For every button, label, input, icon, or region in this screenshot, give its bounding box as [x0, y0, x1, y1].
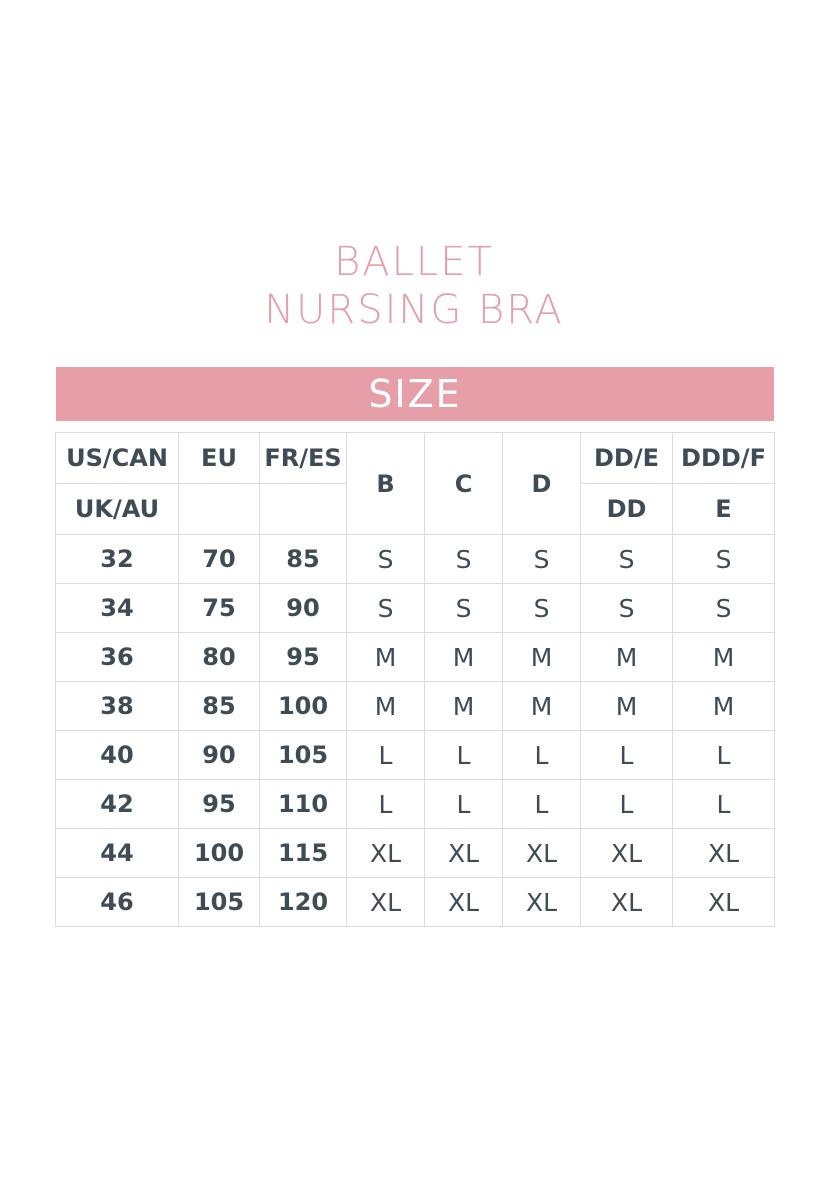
table-cell: S [503, 584, 581, 633]
table-cell: 38 [56, 682, 179, 731]
table-cell: M [673, 633, 775, 682]
table-cell: XL [503, 878, 581, 927]
table-cell: 105 [179, 878, 260, 927]
header-cup-b: B [347, 433, 425, 535]
table-cell: XL [581, 878, 673, 927]
table-cell: S [673, 535, 775, 584]
size-banner: SIZE [56, 367, 774, 421]
table-cell: 42 [56, 780, 179, 829]
header-cell [260, 484, 347, 535]
table-cell: 100 [179, 829, 260, 878]
table-cell: 105 [260, 731, 347, 780]
table-cell: S [503, 535, 581, 584]
table-cell: XL [347, 878, 425, 927]
table-cell: M [425, 682, 503, 731]
table-row [56, 584, 775, 633]
table-cell: L [503, 731, 581, 780]
table-cell: 95 [260, 633, 347, 682]
table-row [56, 780, 775, 829]
size-table [55, 432, 775, 927]
table-cell: XL [425, 829, 503, 878]
table-cell: XL [673, 829, 775, 878]
header-cell: DD/E [581, 433, 673, 484]
table-row [56, 829, 775, 878]
table-row [56, 633, 775, 682]
header-cell: EU [179, 433, 260, 484]
table-cell: 32 [56, 535, 179, 584]
table-cell: 100 [260, 682, 347, 731]
table-cell: XL [581, 829, 673, 878]
title-line-1: BALLET [334, 239, 494, 285]
table-cell: 46 [56, 878, 179, 927]
table-cell: M [581, 682, 673, 731]
table-cell: S [581, 584, 673, 633]
table-cell: XL [347, 829, 425, 878]
table-cell: 80 [179, 633, 260, 682]
table-cell: 40 [56, 731, 179, 780]
table-cell: 90 [179, 731, 260, 780]
table-cell: 120 [260, 878, 347, 927]
table-row [56, 878, 775, 927]
table-cell: S [425, 535, 503, 584]
table-cell: 70 [179, 535, 260, 584]
table-cell: L [673, 780, 775, 829]
header-cell: DD [581, 484, 673, 535]
table-row [56, 731, 775, 780]
table-cell: M [347, 682, 425, 731]
header-cell: E [673, 484, 775, 535]
header-cell: FR/ES [260, 433, 347, 484]
table-cell: 95 [179, 780, 260, 829]
table-cell: L [347, 731, 425, 780]
table-cell: L [503, 780, 581, 829]
table-cell: S [673, 584, 775, 633]
table-cell: M [347, 633, 425, 682]
table-cell: 110 [260, 780, 347, 829]
chart-title [0, 238, 828, 334]
table-cell: 75 [179, 584, 260, 633]
table-cell: 85 [260, 535, 347, 584]
table-cell: XL [425, 878, 503, 927]
title-line-2: NURSING BRA [264, 287, 564, 333]
table-cell: 34 [56, 584, 179, 633]
table-cell: L [581, 731, 673, 780]
table-cell: L [425, 780, 503, 829]
header-cell [179, 484, 260, 535]
table-row [56, 682, 775, 731]
table-cell: XL [503, 829, 581, 878]
header-cell: DDD/F [673, 433, 775, 484]
table-cell: M [503, 682, 581, 731]
table-row [56, 535, 775, 584]
table-cell: S [425, 584, 503, 633]
table-cell: M [425, 633, 503, 682]
table-cell: M [673, 682, 775, 731]
header-row-1 [56, 433, 775, 484]
table-cell: M [503, 633, 581, 682]
header-cup-d: D [503, 433, 581, 535]
header-cup-c: C [425, 433, 503, 535]
header-cell: US/CAN [56, 433, 179, 484]
table-cell: L [581, 780, 673, 829]
table-cell: M [581, 633, 673, 682]
table-cell: 36 [56, 633, 179, 682]
table-cell: S [347, 535, 425, 584]
table-cell: S [581, 535, 673, 584]
table-cell: S [347, 584, 425, 633]
table-cell: XL [673, 878, 775, 927]
table-cell: 44 [56, 829, 179, 878]
table-cell: 85 [179, 682, 260, 731]
table-cell: L [673, 731, 775, 780]
table-cell: 90 [260, 584, 347, 633]
table-cell: L [425, 731, 503, 780]
table-cell: L [347, 780, 425, 829]
table-cell: 115 [260, 829, 347, 878]
header-cell: UK/AU [56, 484, 179, 535]
